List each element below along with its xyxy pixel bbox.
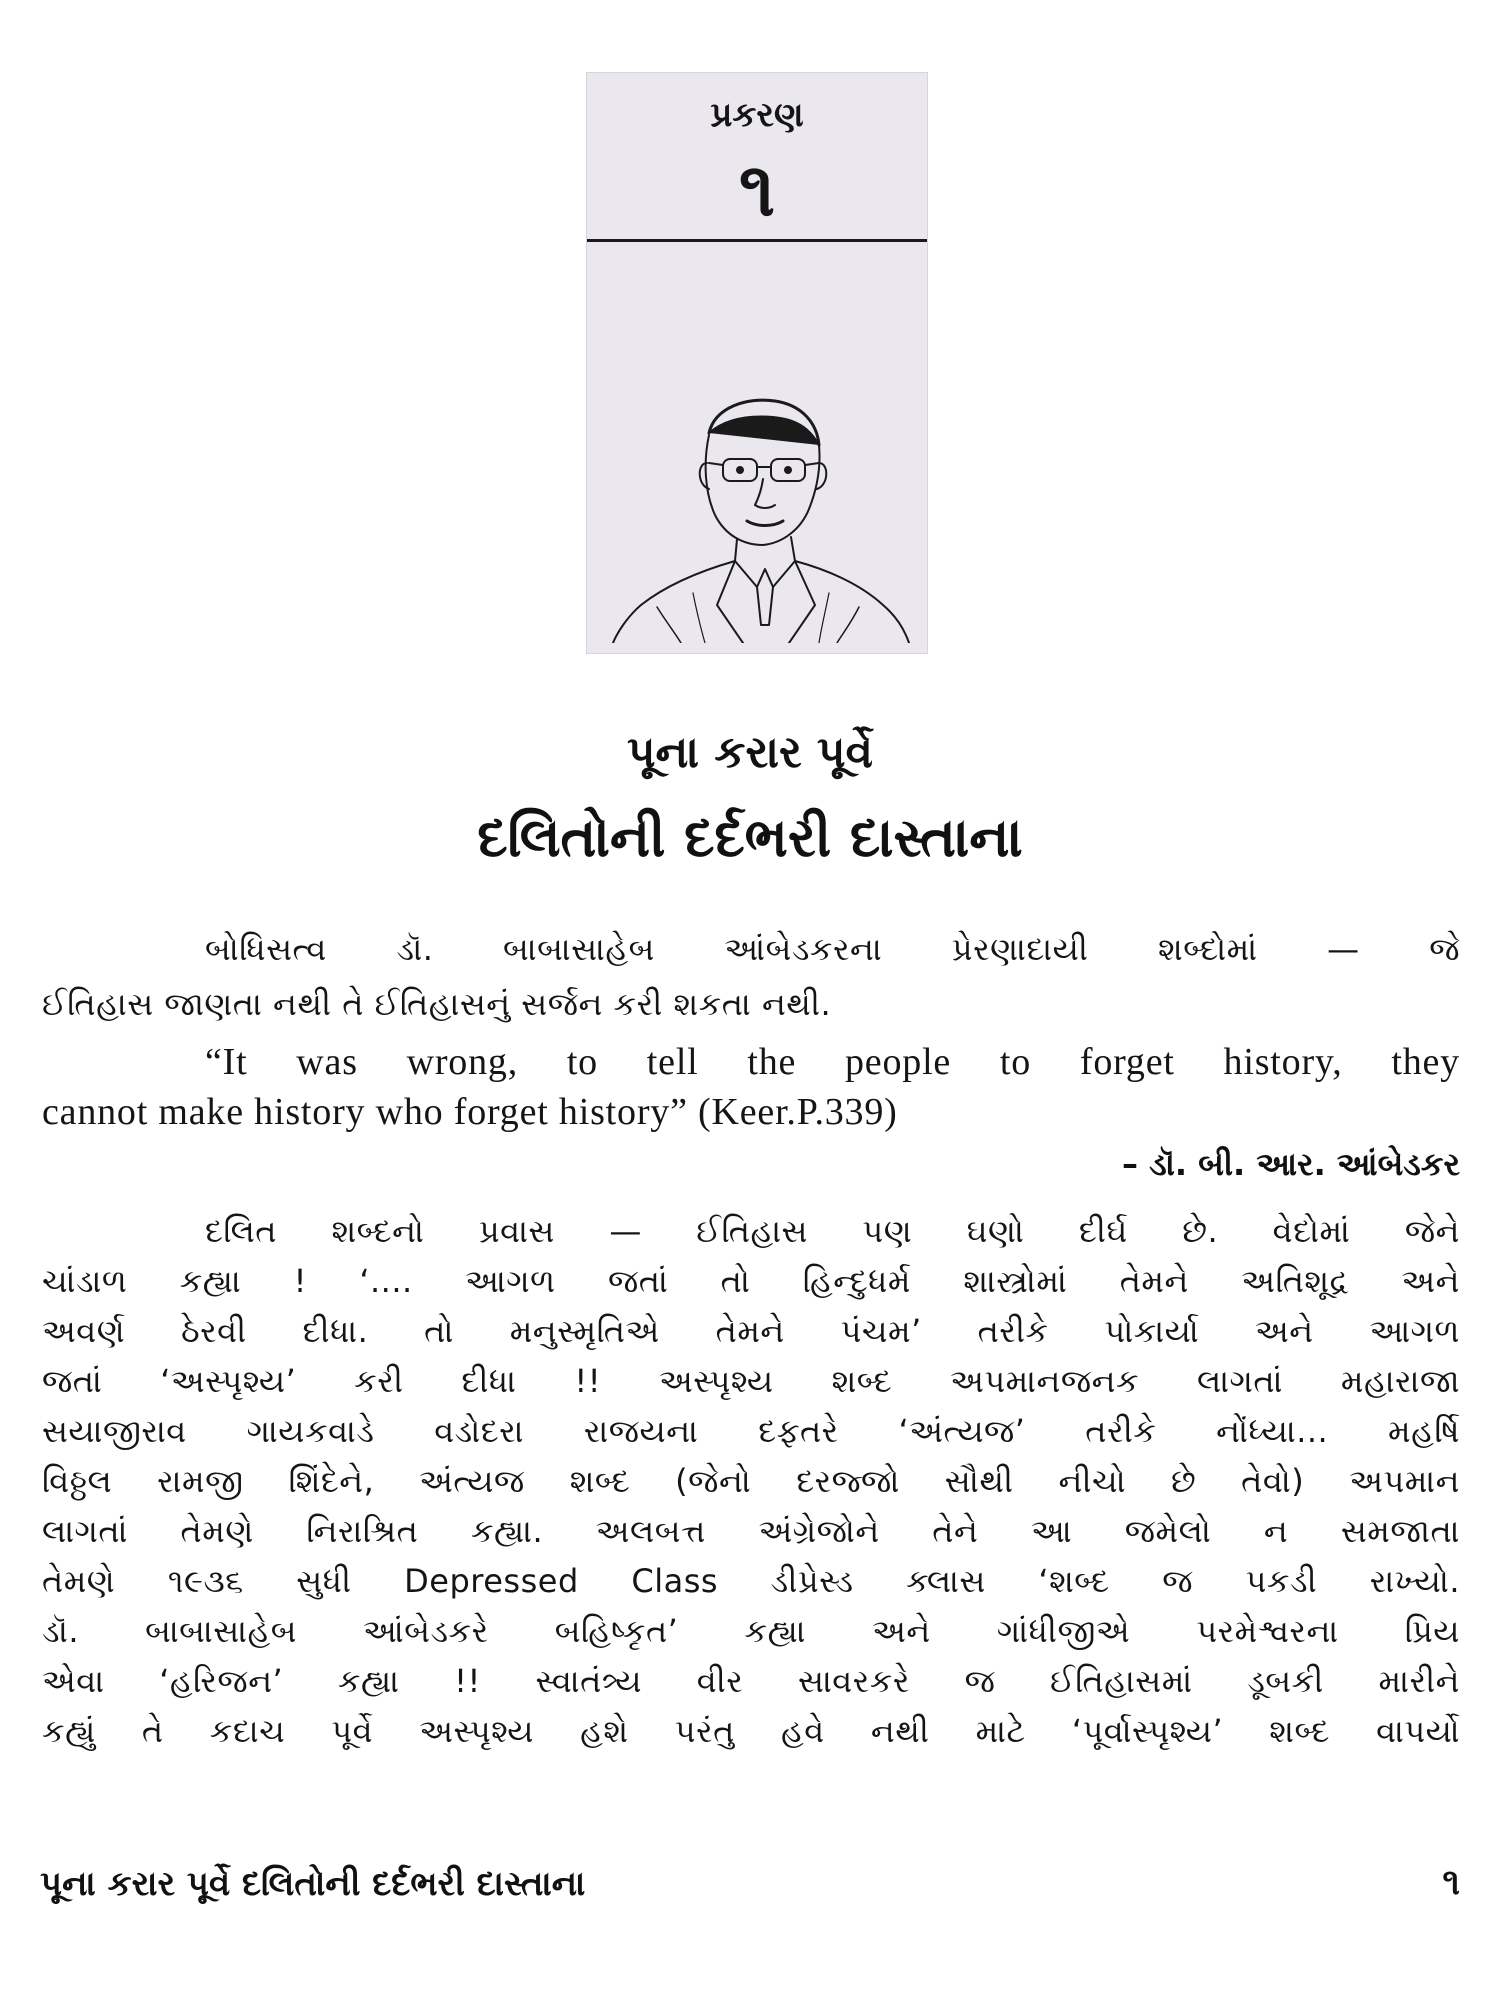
chapter-label: પ્રકરણ [710, 95, 804, 135]
chapter-divider [587, 239, 927, 242]
portrait-illustration [597, 393, 917, 643]
running-footer-title: પૂના કરાર પૂર્વે દલિતોની દર્દભરી દાસ્તાના [40, 1864, 586, 1904]
paragraph-line: અવર્ણ ઠેરવી દીધા. તો મનુસ્મૃતિએ તેમને પંચમ’ તરીકે પોકાર્યા અને આગળ [42, 1312, 1460, 1350]
paragraph-line: જતાં ‘અસ્પૃશ્ય’ કરી દીધા !! અસ્પૃશ્ય શબ્દ અપમાનજનક લાગતાં મહારાજા [42, 1362, 1460, 1400]
paragraph-line: ડૉ. બાબાસાહેબ આંબેડકરે બહિષ્કૃત’ કહ્યા અને ગાંધીજીએ પરમેશ્વરના પ્રિય [42, 1612, 1460, 1650]
intro-line: બોધિસત્વ ડૉ. બાબાસાહેબ આંબેડકરના પ્રેરણાદાયી શબ્દોમાં — જે [205, 930, 1460, 968]
paragraph-line: ચાંડાળ કહ્યા ! ‘.... આગળ જતાં તો હિન્દુધર્મ શાસ્ત્રોમાં તેમને અતિશૂદ્ર અને [42, 1262, 1460, 1300]
page-number: ૧ [1442, 1862, 1460, 1903]
chapter-subtitle: પૂના કરાર પૂર્વે [626, 727, 874, 778]
paragraph-line: તેમણે ૧૯૩૬ સુધી Depressed Class ડીપ્રેસ્ડ ક્લાસ ‘શબ્દ જ પકડી રાખ્યો. [42, 1562, 1460, 1600]
paragraph-line: લાગતાં તેમણે નિરાશ્રિત કહ્યા. અલબત્ત અંગ્રેજોને તેને આ જમેલો ન સમજાતા [42, 1512, 1460, 1550]
paragraph-line: સયાજીરાવ ગાયકવાડે વડોદરા રાજયના દફતરે ‘અંત્યજ’ તરીકે નોંધ્યા... મહર્ષિ [42, 1412, 1460, 1450]
paragraph-line: કહ્યું તે કદાચ પૂર્વે અસ્પૃશ્ય હશે પરંતુ હવે નથી માટે ‘પૂર્વાસ્પૃશ્ય’ શબ્દ વાપર્યો [42, 1712, 1460, 1750]
chapter-title: દલિતોની દર્દભરી દાસ્તાના [477, 806, 1023, 869]
intro-line: ઈતિહાસ જાણતા નથી તે ઈતિહાસનું સર્જન કરી શકતા નથી. [42, 985, 832, 1023]
english-quote-line: “It was wrong, to tell the people to forget history, they [205, 1041, 1460, 1083]
paragraph-line: દલિત શબ્દનો પ્રવાસ — ઈતિહાસ પણ ઘણો દીર્ઘ છે. વેદોમાં જેને [205, 1212, 1460, 1250]
english-quote-line: cannot make history who forget history” (Keer.P.339) [42, 1091, 898, 1133]
paragraph-line: વિઠ્ઠલ રામજી શિંદેને, અંત્યજ શબ્દ (જેનો દરજ્જો સૌથી નીચો છે તેવો) અપમાન [42, 1462, 1460, 1500]
quote-attribution: – ડૉ. બી. આર. આંબેડકર [1121, 1145, 1460, 1183]
chapter-header-box [586, 72, 928, 654]
paragraph-line: એવા ‘હરિજન’ કહ્યા !! સ્વાતંત્ર્ય વીર સાવરકરે જ ઈતિહાસમાં ડૂબકી મારીને [42, 1662, 1460, 1700]
chapter-number: ૧ [738, 147, 776, 233]
